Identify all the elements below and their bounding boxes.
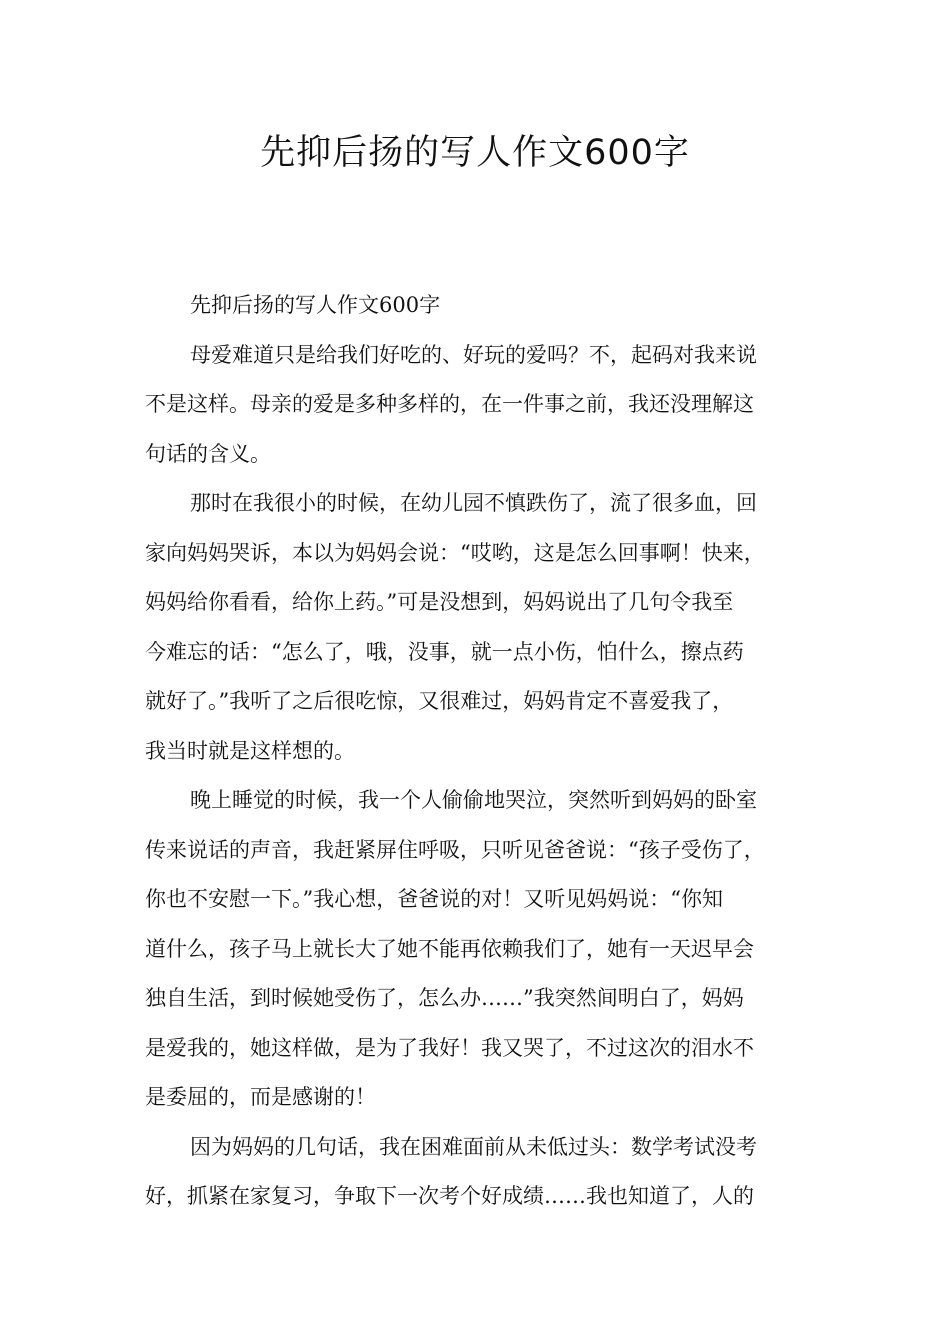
text-line: 就好了。”我听了之后很吃惊，又很难过，妈妈肯定不喜爱我了， bbox=[145, 689, 734, 713]
text-line: 道什么，孩子马上就长大了她不能再依赖我们了，她有一天迟早会 bbox=[145, 936, 754, 961]
paragraph bbox=[145, 479, 825, 776]
text-line: 母爱难道只是给我们好吃的、好玩的爱吗？不，起码对我来说 bbox=[190, 342, 757, 367]
text-line: 传来说话的声音，我赶紧屏住呼吸，只听见爸爸说：“孩子受伤了， bbox=[145, 837, 765, 862]
text-line: 我当时就是这样想的。 bbox=[145, 738, 355, 763]
text-line: 你也不安慰一下。”我心想，爸爸说的对！又听见妈妈说：“你知 bbox=[145, 887, 723, 911]
text-line: 晚上睡觉的时候，我一个人偷偷地哭泣，突然听到妈妈的卧室 bbox=[190, 788, 757, 812]
paragraph bbox=[145, 281, 825, 331]
text-line: 因为妈妈的几句话，我在困难面前从未低过头：数学考试没考 bbox=[190, 1134, 757, 1159]
document-body bbox=[145, 281, 825, 1222]
paragraph bbox=[145, 776, 825, 1123]
text-line: 那时在我很小的时候，在幼儿园不慎跌伤了，流了很多血，回 bbox=[190, 491, 757, 515]
paragraph bbox=[145, 331, 825, 480]
text-line: 句话的含义。 bbox=[145, 441, 271, 466]
text-line: 妈妈给你看看，给你上药。”可是没想到，妈妈说出了几句令我至 bbox=[145, 590, 734, 614]
text-line: 先抑后扬的写人作文600字 bbox=[190, 293, 441, 317]
text-line: 好，抓紧在家复习，争取下一次考个好成绩……我也知道了，人的 bbox=[145, 1184, 754, 1208]
text-line: 是爱我的，她这样做，是为了我好！我又哭了，不过这次的泪水不 bbox=[145, 1035, 754, 1060]
text-line: 不是这样。母亲的爱是多种多样的，在一件事之前，我还没理解这 bbox=[145, 392, 754, 416]
text-line: 今难忘的话：“怎么了，哦，没事，就一点小伤，怕什么，擦点药 bbox=[145, 639, 744, 664]
text-line: 是委屈的，而是感谢的！ bbox=[145, 1085, 376, 1109]
paragraph bbox=[145, 1123, 825, 1222]
text-line: 家向妈妈哭诉，本以为妈妈会说：“哎哟，这是怎么回事啊！快来， bbox=[145, 540, 765, 565]
text-line: 独自生活，到时候她受伤了，怎么办……”我突然间明白了，妈妈 bbox=[145, 986, 744, 1010]
document-title: 先抑后扬的写人作文600字 bbox=[260, 133, 690, 173]
